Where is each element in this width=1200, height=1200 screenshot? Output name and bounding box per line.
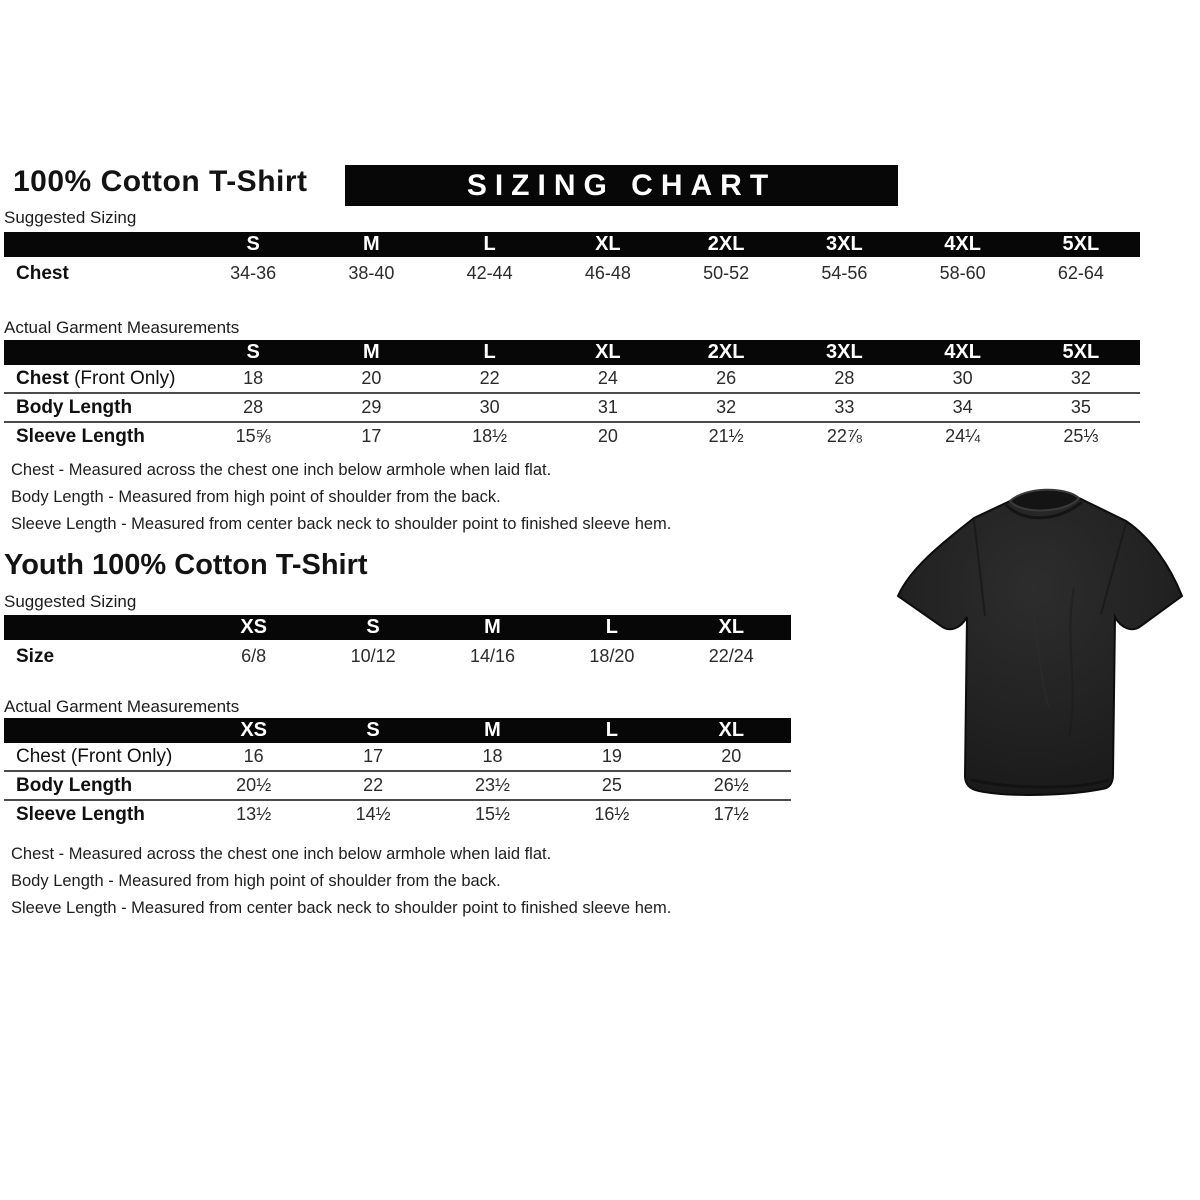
value-cell: 46-48 <box>584 263 631 283</box>
youth-section-title: Youth 100% Cotton T-Shirt <box>4 549 368 581</box>
header-cell-empty <box>4 232 194 257</box>
row-label: Chest <box>16 262 69 284</box>
value-cell: 32 <box>1070 368 1091 388</box>
table-row-sleeve-length <box>4 800 791 828</box>
header-cell: L <box>431 232 549 257</box>
youth-suggested-sizing-table <box>4 615 791 673</box>
page-title: 100% Cotton T-Shirt <box>13 165 308 198</box>
value-cell: 18½ <box>431 422 549 450</box>
value-cell: 24¼ <box>904 422 1022 450</box>
value-cell: 31 <box>549 393 667 422</box>
row-label-cell <box>4 422 194 450</box>
value-cell: 30 <box>952 368 973 388</box>
value-cell: 26 <box>716 368 737 388</box>
value-cell: 25 <box>552 771 671 800</box>
header-cell: 2XL <box>667 232 785 257</box>
value-cell: 30 <box>431 393 549 422</box>
black-tshirt-image <box>888 478 1190 805</box>
tshirt-graphic <box>888 478 1190 805</box>
value-cell: 28 <box>194 393 312 422</box>
note-line: Chest - Measured across the chest one inch below armhole when laid flat. <box>11 845 552 863</box>
header-cell: XS <box>194 718 313 743</box>
value-cell: 20 <box>361 368 382 388</box>
header-cell: 3XL <box>785 340 903 365</box>
header-cell: XS <box>194 615 313 640</box>
note-line: Sleeve Length - Measured from center back neck to shoulder point to finished sleeve hem. <box>11 899 672 917</box>
header-cell: L <box>431 340 549 365</box>
value-cell: 54-56 <box>821 263 868 283</box>
value-cell: 23½ <box>433 771 552 800</box>
row-label-cell <box>4 365 194 393</box>
value-cell: 24 <box>597 368 618 388</box>
table-header-row <box>4 232 1140 257</box>
header-cell: XL <box>672 718 791 743</box>
table-row <box>4 257 1140 290</box>
value-cell: 25⅓ <box>1022 422 1140 450</box>
value-cell: 62-64 <box>1057 263 1104 283</box>
table-row-body-length <box>4 393 1140 422</box>
row-label-cell <box>4 257 194 290</box>
value-cell: 17 <box>363 746 384 766</box>
value-cell: 18/20 <box>589 646 635 666</box>
value-cell: 19 <box>601 746 622 766</box>
value-cell: 15⅝ <box>194 422 312 450</box>
youth-actual-measurements-label: Actual Garment Measurements <box>4 697 240 716</box>
row-label: Chest <box>16 745 66 767</box>
value-cell: 17 <box>312 422 430 450</box>
table-header-row <box>4 340 1140 365</box>
row-label: Body Length <box>16 774 133 796</box>
header-cell: 3XL <box>785 232 903 257</box>
table-header-row <box>4 718 791 743</box>
header-cell: 4XL <box>904 232 1022 257</box>
header-cell: 4XL <box>904 340 1022 365</box>
header-cell: S <box>194 340 312 365</box>
header-cell-empty <box>4 615 194 640</box>
header-cell: 5XL <box>1022 340 1140 365</box>
value-cell: 16 <box>243 746 264 766</box>
header-cell: M <box>312 232 430 257</box>
youth-measurement-notes <box>11 841 671 922</box>
row-label-cell <box>4 393 194 422</box>
header-cell: M <box>433 615 552 640</box>
value-cell: 58-60 <box>939 263 986 283</box>
note-line: Sleeve Length - Measured from center back neck to shoulder point to finished sleeve hem. <box>11 515 672 533</box>
note-line: Body Length - Measured from high point of shoulder from the back. <box>11 488 501 506</box>
row-label-cell <box>4 771 194 800</box>
header-cell: S <box>313 718 432 743</box>
table-row-sleeve-length <box>4 422 1140 450</box>
value-cell: 35 <box>1022 393 1140 422</box>
value-cell: 22/24 <box>708 646 754 666</box>
row-label: Chest <box>16 367 69 389</box>
note-line: Chest - Measured across the chest one inch below armhole when laid flat. <box>11 461 552 479</box>
adult-actual-measurements-table <box>4 340 1140 450</box>
header-cell-empty <box>4 340 194 365</box>
value-cell: 16½ <box>552 800 671 828</box>
header-cell: 5XL <box>1022 232 1140 257</box>
row-label-cell <box>4 800 194 828</box>
youth-actual-measurements-table <box>4 718 791 828</box>
value-cell: 18 <box>243 368 264 388</box>
table-header-row <box>4 615 791 640</box>
value-cell: 13½ <box>194 800 313 828</box>
row-label-suffix: (Front Only) <box>68 367 176 389</box>
value-cell: 14½ <box>313 800 432 828</box>
note-line: Body Length - Measured from high point of shoulder from the back. <box>11 872 501 890</box>
value-cell: 22 <box>479 368 500 388</box>
row-label-cell <box>4 640 194 673</box>
value-cell: 15½ <box>433 800 552 828</box>
adult-measurement-notes <box>11 457 671 538</box>
adult-suggested-sizing-table <box>4 232 1140 290</box>
header-cell: S <box>313 615 432 640</box>
header-cell: XL <box>672 615 791 640</box>
table-row-size <box>4 640 791 673</box>
row-label: Sleeve Length <box>16 425 145 447</box>
row-label: Sleeve Length <box>16 803 145 825</box>
value-cell: 17½ <box>672 800 791 828</box>
value-cell: 42-44 <box>466 263 513 283</box>
value-cell: 18 <box>482 746 503 766</box>
value-cell: 20 <box>721 746 742 766</box>
header-cell: XL <box>549 340 667 365</box>
value-cell: 20½ <box>194 771 313 800</box>
row-label: Body Length <box>16 396 133 418</box>
header-cell: L <box>552 615 671 640</box>
value-cell: 14/16 <box>469 646 515 666</box>
sizing-chart-banner <box>345 165 898 206</box>
value-cell: 22 <box>313 771 432 800</box>
value-cell: 50-52 <box>703 263 750 283</box>
header-cell: 2XL <box>667 340 785 365</box>
value-cell: 33 <box>785 393 903 422</box>
value-cell: 21½ <box>667 422 785 450</box>
header-cell: XL <box>549 232 667 257</box>
sizing-chart-banner-text: SIZING CHART <box>466 168 777 202</box>
value-cell: 38-40 <box>348 263 395 283</box>
table-row-chest <box>4 365 1140 393</box>
value-cell: 28 <box>834 368 855 388</box>
youth-suggested-sizing-label: Suggested Sizing <box>4 592 137 611</box>
value-cell: 20 <box>549 422 667 450</box>
header-cell: M <box>312 340 430 365</box>
row-label: Size <box>16 645 55 667</box>
value-cell: 34 <box>904 393 1022 422</box>
value-cell: 22⅞ <box>785 422 903 450</box>
row-label-cell <box>4 743 194 771</box>
header-cell-empty <box>4 718 194 743</box>
table-row-body-length <box>4 771 791 800</box>
adult-suggested-sizing-label: Suggested Sizing <box>4 208 137 227</box>
value-cell: 10/12 <box>350 646 396 666</box>
header-cell: M <box>433 718 552 743</box>
value-cell: 29 <box>312 393 430 422</box>
row-label-suffix: (Front Only) <box>65 745 173 767</box>
value-cell: 34-36 <box>230 263 277 283</box>
header-cell: L <box>552 718 671 743</box>
table-row-chest <box>4 743 791 771</box>
adult-actual-measurements-label: Actual Garment Measurements <box>4 318 240 337</box>
value-cell: 6/8 <box>241 646 267 666</box>
value-cell: 32 <box>667 393 785 422</box>
header-cell: S <box>194 232 312 257</box>
value-cell: 26½ <box>672 771 791 800</box>
